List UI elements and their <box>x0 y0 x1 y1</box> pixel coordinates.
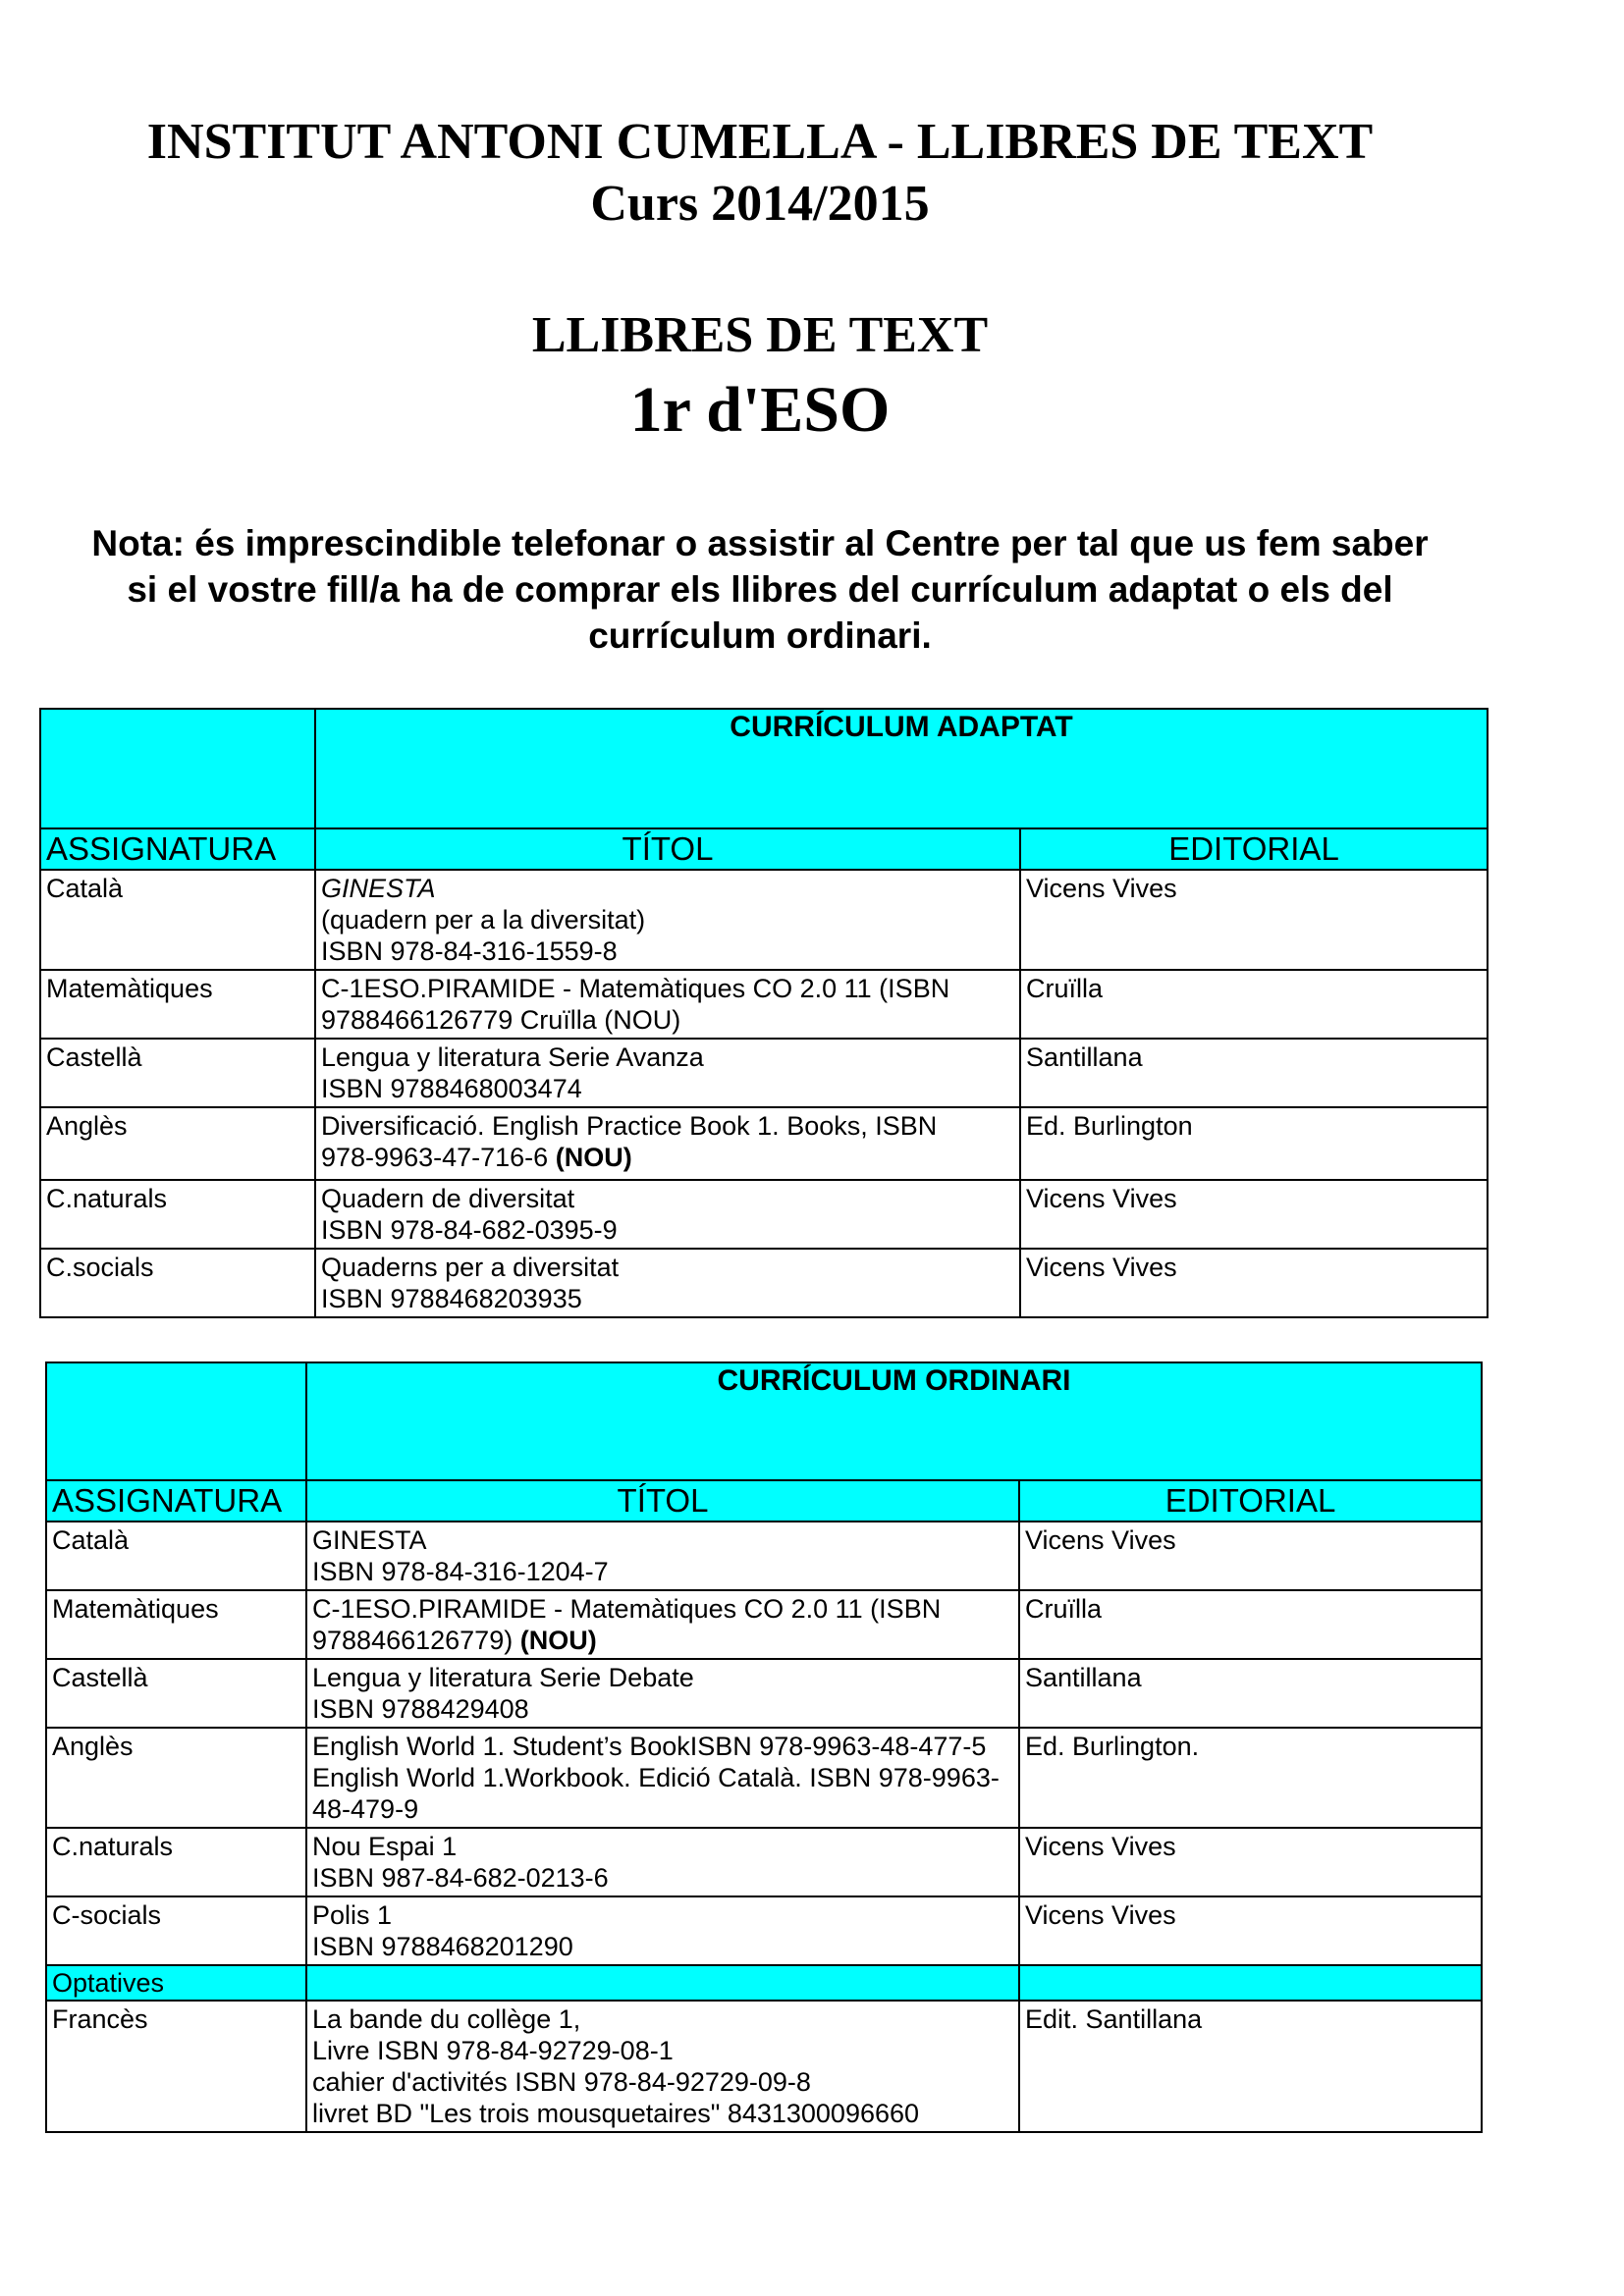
table-row <box>40 1180 1488 1249</box>
table-corner-cell <box>46 1362 306 1480</box>
table-row <box>46 1828 1482 1896</box>
book-details: C-1ESO.PIRAMIDE - Matemàtiques CO 2.0 11 (ISBN 9788466126779) <box>312 1594 942 1655</box>
subject-cell: Anglès <box>46 1728 306 1828</box>
school-year: Curs 2014/2015 <box>590 176 930 232</box>
title-cell: Quadern de diversitat ISBN 978-84-682-0395-9 <box>315 1180 1020 1249</box>
title-cell: Lengua y literatura Serie Avanza ISBN 9788468003474 <box>315 1039 1020 1107</box>
table-caption: CURRÍCULUM ADAPTAT <box>315 709 1488 828</box>
subject-cell: Francès <box>46 2001 306 2132</box>
title-cell: Polis 1 ISBN 9788468201290 <box>306 1896 1019 1965</box>
title-cell: C-1ESO.PIRAMIDE - Matemàtiques CO 2.0 11 (ISBN 9788466126779 Cruïlla (NOU) <box>315 970 1020 1039</box>
subject-cell: C.naturals <box>40 1180 315 1249</box>
optatives-label: Optatives <box>46 1965 306 2001</box>
subject-cell: Matemàtiques <box>40 970 315 1039</box>
table-row <box>40 1249 1488 1317</box>
document-title: INSTITUT ANTONI CUMELLA - LLIBRES DE TEXT <box>146 114 1374 170</box>
new-badge: (NOU) <box>555 1143 632 1172</box>
title-cell <box>306 1590 1019 1659</box>
publisher-cell: Ed. Burlington <box>1020 1107 1488 1180</box>
column-header-title: TÍTOL <box>306 1480 1019 1522</box>
publisher-cell: Cruïlla <box>1019 1590 1482 1659</box>
subject-cell: Català <box>40 870 315 970</box>
column-header-title: TÍTOL <box>315 828 1020 870</box>
book-title-italic: GINESTA <box>321 874 436 903</box>
publisher-cell: Cruïlla <box>1020 970 1488 1039</box>
curriculum-adaptat-table <box>39 708 1489 1318</box>
publisher-cell: Vicens Vives <box>1020 1180 1488 1249</box>
curriculum-ordinari-table <box>45 1362 1483 2133</box>
optatives-empty-cell <box>306 1965 1019 2001</box>
optatives-empty-cell <box>1019 1965 1482 2001</box>
column-header-publisher: EDITORIAL <box>1020 828 1488 870</box>
book-details: Diversificació. English Practice Book 1. Books, ISBN 978-9963-47-716-6 <box>321 1111 938 1172</box>
title-cell: Nou Espai 1 ISBN 987-84-682-0213-6 <box>306 1828 1019 1896</box>
table-row <box>46 1522 1482 1590</box>
table-row <box>40 970 1488 1039</box>
important-note: Nota: és imprescindible telefonar o assistir al Centre per tal que us fem saber si el vostre fill/a ha de comprar els llibres del currículum adaptat o els del currículum ordinari. <box>91 523 1429 656</box>
publisher-cell: Vicens Vives <box>1019 1828 1482 1896</box>
table-row <box>40 870 1488 970</box>
subject-cell: Castellà <box>40 1039 315 1107</box>
title-cell: La bande du collège 1, Livre ISBN 978-84-92729-08-1 cahier d'activités ISBN 978-84-92729-09-8 livret BD "Les trois mousquetaires" 8431300096660 <box>306 2001 1019 2132</box>
table-row <box>46 1728 1482 1828</box>
table-row <box>46 2001 1482 2132</box>
publisher-cell: Vicens Vives <box>1020 1249 1488 1317</box>
table-corner-cell <box>40 709 315 828</box>
publisher-cell: Vicens Vives <box>1019 1522 1482 1590</box>
title-cell <box>315 870 1020 970</box>
publisher-cell: Santillana <box>1019 1659 1482 1728</box>
publisher-cell: Vicens Vives <box>1020 870 1488 970</box>
title-cell: Quaderns per a diversitat ISBN 9788468203935 <box>315 1249 1020 1317</box>
publisher-cell: Ed. Burlington. <box>1019 1728 1482 1828</box>
publisher-cell: Santillana <box>1020 1039 1488 1107</box>
table-caption: CURRÍCULUM ORDINARI <box>306 1362 1482 1480</box>
table-row <box>46 1659 1482 1728</box>
column-header-subject: ASSIGNATURA <box>40 828 315 870</box>
subject-cell: Castellà <box>46 1659 306 1728</box>
table-row <box>46 1896 1482 1965</box>
title-cell: English World 1. Student’s BookISBN 978-9963-48-477-5 English World 1.Workbook. Edició Català. ISBN 978-9963-48-479-9 <box>306 1728 1019 1828</box>
column-header-subject: ASSIGNATURA <box>46 1480 306 1522</box>
column-header-publisher: EDITORIAL <box>1019 1480 1482 1522</box>
course-heading: 1r d'ESO <box>629 374 891 446</box>
table-row <box>40 1039 1488 1107</box>
optatives-row <box>46 1965 1482 2001</box>
table-row <box>46 1590 1482 1659</box>
publisher-cell: Edit. Santillana <box>1019 2001 1482 2132</box>
new-badge: (NOU) <box>519 1626 597 1655</box>
subject-cell: C.socials <box>40 1249 315 1317</box>
subject-cell: Anglès <box>40 1107 315 1180</box>
subject-cell: C.naturals <box>46 1828 306 1896</box>
subject-cell: C-socials <box>46 1896 306 1965</box>
title-cell: Lengua y literatura Serie Debate ISBN 9788429408 <box>306 1659 1019 1728</box>
book-details: (quadern per a la diversitat) ISBN 978-84-316-1559-8 <box>321 905 646 966</box>
title-cell: GINESTA ISBN 978-84-316-1204-7 <box>306 1522 1019 1590</box>
table-row <box>40 1107 1488 1180</box>
title-cell <box>315 1107 1020 1180</box>
subject-cell: Català <box>46 1522 306 1590</box>
subject-cell: Matemàtiques <box>46 1590 306 1659</box>
section-heading: LLIBRES DE TEXT <box>531 307 989 363</box>
publisher-cell: Vicens Vives <box>1019 1896 1482 1965</box>
